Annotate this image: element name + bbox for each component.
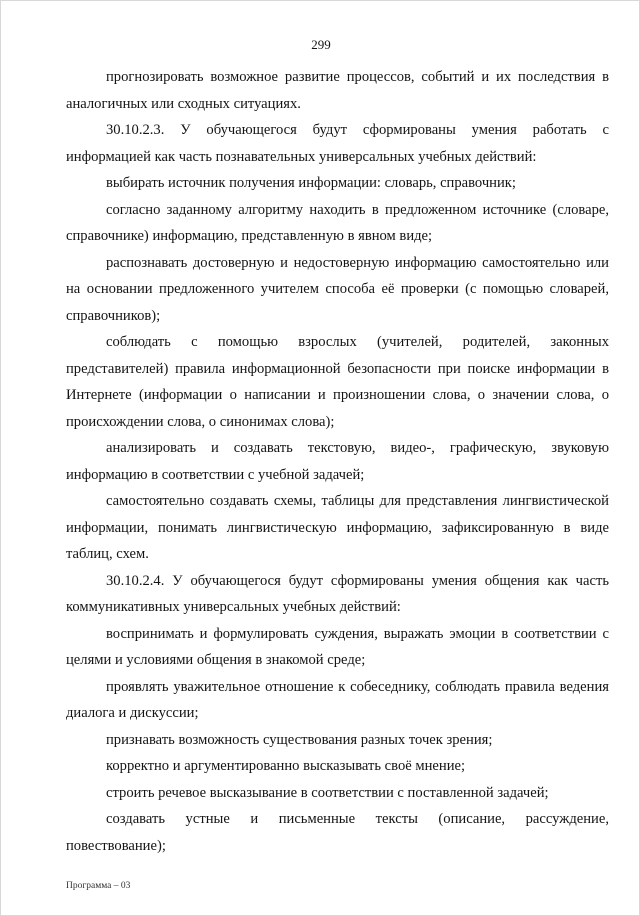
- page-number: 299: [311, 37, 331, 52]
- paragraph: анализировать и создавать текстовую, видео-, графическую, звуковую информацию в соответствии с учебной задачей;: [66, 440, 609, 483]
- paragraph: строить речевое высказывание в соответствии с поставленной задачей;: [106, 784, 549, 801]
- paragraph: выбирать источник получения информации: словарь, справочник;: [106, 175, 516, 191]
- paragraph: корректно и аргументированно высказывать своё мнение;: [106, 758, 466, 774]
- page-footer: Программа – 03: [66, 881, 131, 891]
- paragraph: создавать устные и письменные тексты (описание, рассуждение, повествование);: [66, 811, 609, 854]
- paragraph: соблюдать с помощью взрослых (учителей, родителей, законных представителей) правила информационной безопасности при поиске информации в Интернете (информации о написании и произношении слова, о значении слова, о происхождении слова, о синонимах слова);: [66, 334, 609, 430]
- section-heading-paragraph: 30.10.2.3. У обучающегося будут сформированы умения работать с информацией как часть познавательных универсальных учебных действий:: [66, 122, 609, 165]
- page-body: [66, 64, 609, 859]
- paragraph: прогнозировать возможное развитие процессов, событий и их последствия в аналогичных или сходных ситуациях.: [66, 69, 609, 112]
- paragraph: самостоятельно создавать схемы, таблицы для представления лингвистической информации, понимать лингвистическую информацию, зафиксированную в виде таблиц, схем.: [66, 493, 609, 562]
- paragraph: проявлять уважительное отношение к собеседнику, соблюдать правила ведения диалога и дискуссии;: [66, 678, 609, 721]
- section-heading-paragraph: 30.10.2.4. У обучающегося будут сформированы умения общения как часть коммуникативных универсальных учебных действий:: [66, 572, 609, 615]
- paragraph: воспринимать и формулировать суждения, выражать эмоции в соответствии с целями и условиями общения в знакомой среде;: [66, 625, 609, 668]
- paragraph: распознавать достоверную и недостоверную информацию самостоятельно или на основании предложенного учителем способа её проверки (с помощью словарей, справочников);: [66, 254, 609, 324]
- paragraph: признавать возможность существования разных точек зрения;: [106, 731, 493, 748]
- paragraph: согласно заданному алгоритму находить в предложенном источнике (словаре, справочнике) информацию, представленную в явном виде;: [66, 201, 609, 244]
